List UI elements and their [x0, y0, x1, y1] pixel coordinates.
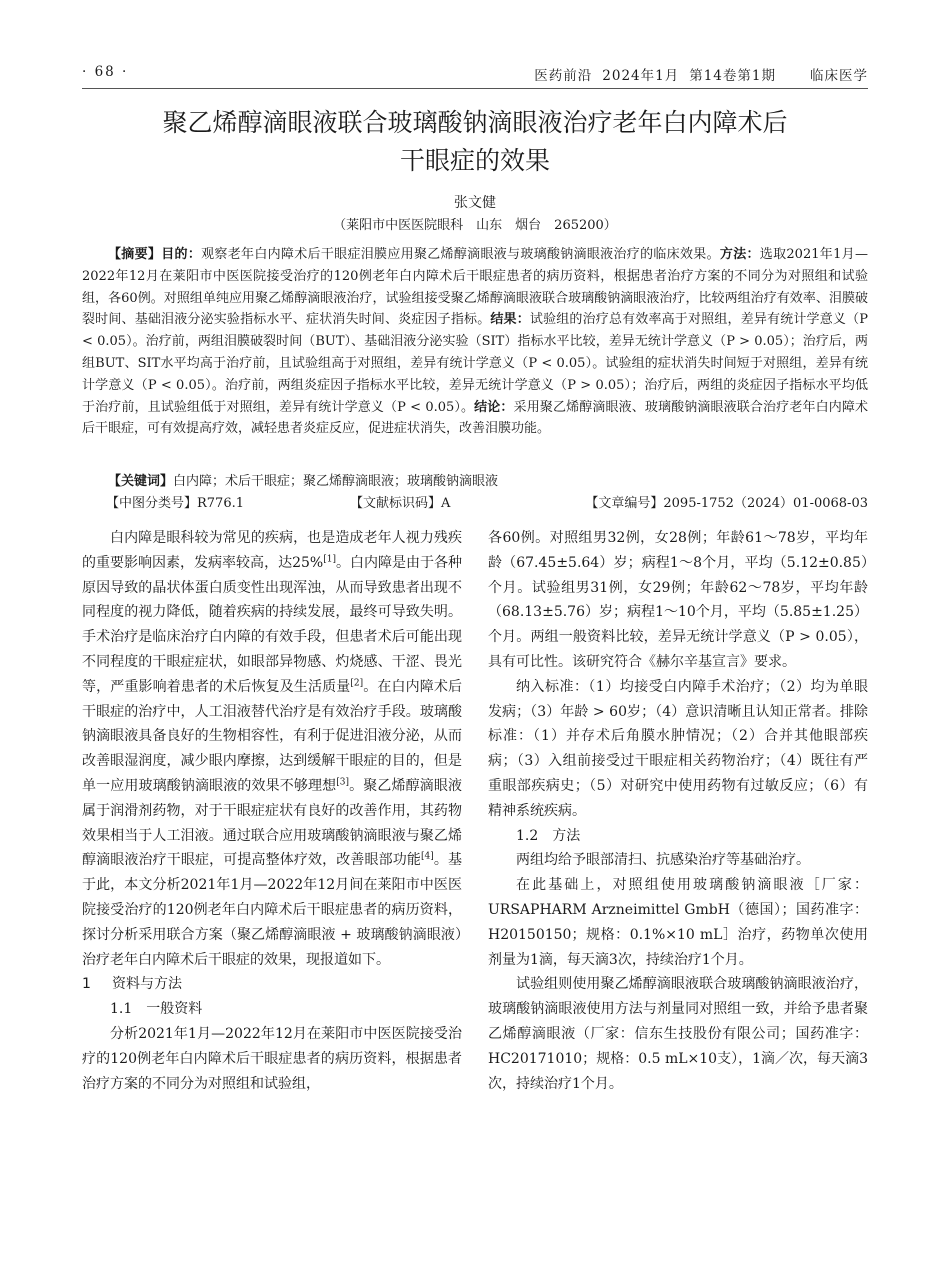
criteria-paragraph: 纳入标准：（1）均接受白内障手术治疗；（2）均为单眼发病；（3）年龄 > 60岁；（4）意识清晰且认知正常者。排除标准：（1）并存术后角膜水肿情况；（2）合并其他眼部疾病；（3）入组前接受过干眼症相关药物治疗；（4）既往有严重眼部疾病史；（5）对研究中使用药物有过敏反应；（6）有精神系统疾病。 — [488, 678, 868, 819]
intro-text-3: 。在白内障术后干眼症的治疗中，人工泪液替代治疗是有效治疗手段。玻璃酸钠滴眼液具备良好的生物相容性，有利于促进泪液分泌，从而改善眼湿润度，减少眼内摩擦，达到缓解干眼症的目的，但是单一应用玻璃酸钠滴眼液的效果不够理想 — [82, 678, 462, 794]
clc-number: 【中图分类号】R776.1 — [106, 496, 245, 511]
methods-paragraph-1: 两组均给予眼部清扫、抗感染治疗等基础治疗。 — [516, 852, 810, 869]
article-number: 【文章编号】2095-1752（2024）01-0068-03 — [585, 496, 868, 511]
citation-1[interactable]: [1] — [323, 554, 336, 565]
section-title: 资料与方法 — [112, 976, 182, 993]
section-name: 临床医学 — [810, 68, 868, 84]
issue-date: 2024年1月 — [602, 68, 680, 84]
abstract-label: 【摘要】 — [108, 247, 162, 262]
subsection-heading-1-1: 1.1 一般资料 — [110, 1001, 203, 1018]
classification-line — [82, 492, 868, 512]
keywords-label: 【关键词】 — [108, 474, 174, 489]
method-label: 方法： — [719, 247, 760, 262]
result-text: 试验组的治疗总有效率高于对照组，差异有统计学意义（P < 0.05）。治疗前，两组泪膜破裂时间（BUT）、基础泪液分泌实验（SIT）指标水平比较，差异无统计学意义（P > 0.05）；治疗后，两组BUT、SIT水平均高于治疗前，且试验组高于对照组，差异有统计学意义（P < 0.05）。试验组的症状消失时间短于对照组，差异有统计学意义（P < 0.05）。治疗前，两组炎症因子指标水平比较，差异无统计学意义（P > 0.05）；治疗后，两组的炎症因子指标水平均低于治疗前，且试验组低于对照组，差异有统计学意义（P < 0.05）。 — [82, 312, 868, 415]
subsection-heading-1-2: 1.2 方法 — [516, 827, 581, 844]
section-number: 1 — [82, 976, 91, 993]
journal-info — [524, 64, 868, 84]
general-data-paragraph: 分析2021年1月—2022年12月在莱阳市中医医院接受治疗的120例老年白内障术后干眼症患者的病历资料，根据患者治疗方案的不同分为对照组和试验组， — [82, 1025, 462, 1092]
citation-2[interactable]: [2] — [350, 678, 364, 689]
journal-name: 医药前沿 — [534, 68, 593, 84]
citation-4[interactable]: [4] — [421, 851, 434, 862]
body-column-left — [82, 526, 462, 1096]
intro-text-4: 。聚乙烯醇滴眼液属于润滑剂药物，对于干眼症症状有良好的改善作用，其药物效果相当于人工泪液。通过联合应用玻璃酸钠滴眼液与聚乙烯醇滴眼液治疗干眼症，可提高整体疗效，改善眼部功能 — [82, 777, 462, 869]
objective-label: 目的： — [161, 247, 202, 262]
method-text: 选取2021年1月—2022年12月在莱阳市中医医院接受治疗的120例老年白内障术后干眼症患者的病历资料，根据患者治疗方案的不同分为对照组和试验组，各60例。对照组单纯应用聚乙烯醇滴眼液治疗，试验组接受聚乙烯醇滴眼液联合玻璃酸钠滴眼液治疗，比较两组治疗有效率、泪膜破裂时间、基础泪液分泌实验指标水平、症状消失时间、炎症因子指标。 — [82, 247, 868, 328]
keywords-text: 白内障；术后干眼症；聚乙烯醇滴眼液；玻璃酸钠滴眼液 — [173, 474, 499, 489]
intro-text-5: 。基于此，本文分析2021年1月—2022年12月间在莱阳市中医医院接受治疗的120例老年白内障术后干眼症患者的病历资料，探讨分析采用联合方案（聚乙烯醇滴眼液 + 玻璃酸钠滴眼液）治疗老年白内障术后干眼症的效果，现报道如下。 — [82, 852, 462, 968]
affiliation: （莱阳市中医医院眼科 山东 烟台 265200） — [333, 218, 617, 233]
intro-text-1: 白内障是眼科较为常见的疾病，也是造成老年人视力残疾的重要影响因素，发病率较高，达25% — [82, 530, 462, 571]
intro-text-2: 。白内障是由于各种原因导致的晶状体蛋白质变性出现浑浊，从而导致患者出现不同程度的视力降低，随着疾病的持续发展，最终可导致失明。手术治疗是临床治疗白内障的有效手段，但患者术后可能出现不同程度的干眼症症状，如眼部异物感、灼烧感、干涩、畏光等，严重影响着患者的术后恢复及生活质量 — [82, 554, 462, 695]
body-column-right — [488, 526, 868, 1096]
title-line-1: 聚乙烯醇滴眼液联合玻璃酸钠滴眼液治疗老年白内障术后 — [162, 108, 788, 137]
methods-paragraph-2: 在此基础上，对照组使用玻璃酸钠滴眼液［厂家：URSAPHARM Arzneimittel GmbH（德国）；国药准字：H20150150；规格：0.1%×10 mL］治疗，药物单次使用剂量为1滴，每天滴3次，持续治疗1个月。 — [488, 877, 868, 968]
section-heading-1 — [82, 972, 462, 997]
conclusion-text: 采用聚乙烯醇滴眼液、玻璃酸钠滴眼液联合治疗老年白内障术后干眼症，可有效提高疗效，减轻患者炎症反应，促进症状消失，改善泪膜功能。 — [82, 399, 868, 437]
document-code: 【文献标识码】A — [350, 496, 451, 511]
citation-3[interactable]: [3] — [336, 777, 349, 788]
result-label: 结果： — [490, 312, 530, 328]
objective-text: 观察老年白内障术后干眼症泪膜应用聚乙烯醇滴眼液与玻璃酸钠滴眼液治疗的临床效果。 — [201, 247, 720, 262]
page-number: · 68 · — [82, 64, 129, 80]
volume-issue: 第14卷第1期 — [689, 68, 776, 84]
conclusion-label: 结论： — [474, 399, 514, 415]
intro-paragraph — [82, 526, 462, 972]
abstract — [82, 244, 868, 440]
running-header — [82, 62, 868, 89]
title-line-2: 干眼症的效果 — [399, 146, 550, 175]
author: 张文健 — [454, 195, 496, 211]
general-data-continued: 各60例。对照组男32例，女28例；年龄61～78岁，平均年龄（67.45±5.64）岁；病程1～8个月，平均（5.12±0.85）个月。试验组男31例，女29例；年龄62～78岁，平均年龄（68.13±5.76）岁；病程1～10个月，平均（5.85±1.25）个月。两组一般资料比较，差异无统计学意义（P > 0.05），具有可比性。该研究符合《赫尔辛基宣言》要求。 — [488, 530, 868, 670]
methods-paragraph-3: 试验组则使用聚乙烯醇滴眼液联合玻璃酸钠滴眼液治疗，玻璃酸钠滴眼液使用方法与剂量同对照组一致，并给予患者聚乙烯醇滴眼液（厂家：信东生技股份有限公司；国药准字：HC20171010；规格：0.5 mL×10支），1滴／次，每天滴3次，持续治疗1个月。 — [488, 976, 868, 1092]
article-title — [82, 104, 868, 180]
keywords — [82, 470, 868, 489]
